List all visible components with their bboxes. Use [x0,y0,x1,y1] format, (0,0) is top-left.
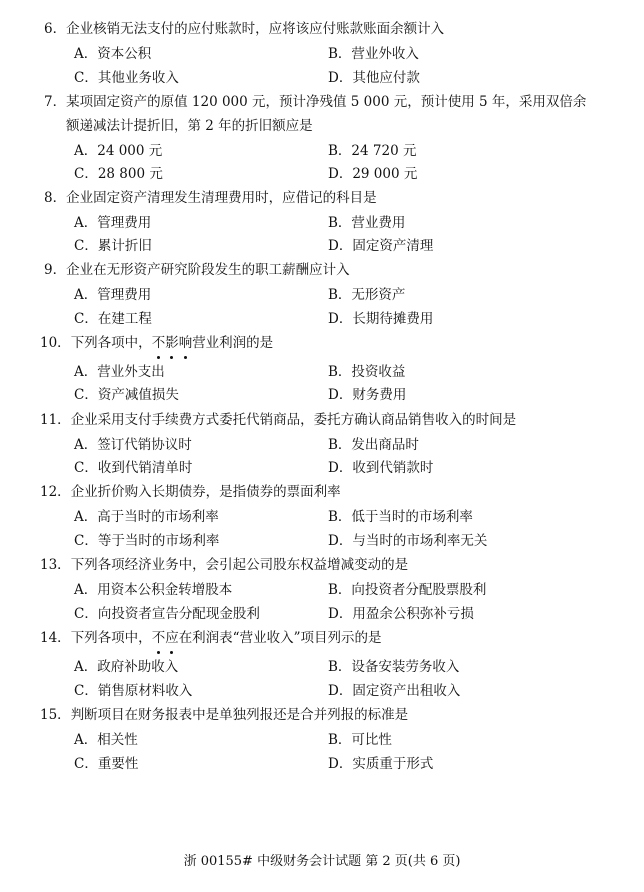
option-a: A．用资本公积金转增股本 [74,582,233,598]
option-d: D．其他应付款 [328,70,420,86]
question-stem-pre: 下列各项中， [70,630,152,646]
option-d: D．长期待摊费用 [328,311,434,327]
option-c: C．28 800 元 [74,166,163,182]
emphasis-char: 应 [165,627,179,650]
option-b: B．无形资产 [328,287,406,303]
option-a: A．资本公积 [74,46,152,62]
option-b: B．投资收益 [328,364,406,380]
option-b: B．24 720 元 [328,143,417,159]
option-a: A．签订代销协议时 [74,437,192,453]
question-8 [44,187,624,210]
option-d: D．29 000 元 [328,166,418,182]
emphasis-dot [157,651,160,654]
option-d: D．用盈余公积弥补亏损 [328,606,474,622]
option-a: A．管理费用 [74,215,152,231]
option-c: C．重要性 [74,756,139,772]
option-d: D．与当时的市场利率无关 [328,533,488,549]
emphasis-dot [157,356,160,359]
question-14 [40,627,620,650]
option-c: C．累计折旧 [74,238,152,254]
question-number: 8． [44,190,67,206]
option-a: A．营业外支出 [74,364,165,380]
question-stem: 企业折价购入长期债券，是指债券的票面利率 [70,484,341,500]
option-c: C．等于当时的市场利率 [74,533,220,549]
question-number: 11． [40,412,71,428]
option-a: A．相关性 [74,732,138,748]
question-stem: 企业核销无法支付的应付账款时，应将该应付账款账面余额计入 [66,21,445,37]
option-c: C．收到代销清单时 [74,460,193,476]
question-stem-post: 在利润表“营业收入”项目列示的是 [178,630,382,646]
question-7 [44,91,624,114]
option-a: A．政府补助收入 [74,659,179,675]
question-stem-post: 营业利润的是 [192,335,274,351]
question-stem: 企业采用支付手续费方式委托代销商品，委托方确认商品销售收入的时间是 [70,412,517,428]
question-7-continued: 额递减法计提折旧，第 2 年的折旧额应是 [66,118,313,134]
emphasis-dot [184,356,187,359]
emphasis-text [152,630,179,646]
option-a: A．高于当时的市场利率 [74,509,219,525]
question-10 [40,332,620,355]
page-footer: 浙 00155# 中级财务会计试题 第 2 页(共 6 页) [183,854,461,869]
option-c: C．资产减值损失 [74,387,179,403]
question-number: 12． [40,484,71,500]
question-15 [40,704,620,727]
option-b: B．低于当时的市场利率 [328,509,473,525]
option-c: C．其他业务收入 [74,70,179,86]
option-a: A．24 000 元 [74,143,163,159]
question-number: 6． [44,21,67,37]
question-stem: 判断项目在财务报表中是单独列报还是合并列报的标准是 [70,707,409,723]
emphasis-char: 不 [152,627,166,650]
option-b: B．设备安装劳务收入 [328,659,460,675]
emphasis-char: 不 [152,332,166,355]
option-b: B．营业外收入 [328,46,419,62]
question-number: 15． [40,707,71,723]
option-d: D．实质重于形式 [328,756,434,772]
option-c: C．在建工程 [74,311,152,327]
question-9 [44,259,624,282]
question-6 [44,18,624,41]
option-b: B．发出商品时 [328,437,419,453]
emphasis-char: 响 [179,332,193,355]
question-12 [40,481,620,504]
emphasis-char: 影 [165,332,179,355]
option-d: D．财务费用 [328,387,407,403]
question-number: 13． [40,557,71,573]
question-stem: 企业固定资产清理发生清理费用时，应借记的科目是 [66,190,377,206]
question-number: 7． [44,94,67,110]
option-d: D．收到代销款时 [328,460,434,476]
emphasis-text [152,335,193,351]
question-stem: 企业在无形资产研究阶段发生的职工薪酬应计入 [66,262,350,278]
option-d: D．固定资产出租收入 [328,683,461,699]
question-13 [40,554,620,577]
question-stem: 某项固定资产的原值 120 000 元，预计净残值 5 000 元，预计使用 5 年，采用双倍余 [66,94,587,110]
emphasis-dot [170,356,173,359]
option-a: A．管理费用 [74,287,152,303]
emphasis-dot [170,651,173,654]
question-number: 10． [40,335,71,351]
question-stem-pre: 下列各项中， [70,335,152,351]
option-d: D．固定资产清理 [328,238,434,254]
option-b: B．可比性 [328,732,392,748]
question-stem: 下列各项经济业务中，会引起公司股东权益增减变动的是 [70,557,409,573]
question-number: 14． [40,630,71,646]
question-11 [40,409,620,432]
option-c: C．销售原材料收入 [74,683,193,699]
option-c: C．向投资者宣告分配现金股利 [74,606,260,622]
option-b: B．向投资者分配股票股利 [328,582,487,598]
question-number: 9． [44,262,67,278]
option-b: B．营业费用 [328,215,406,231]
